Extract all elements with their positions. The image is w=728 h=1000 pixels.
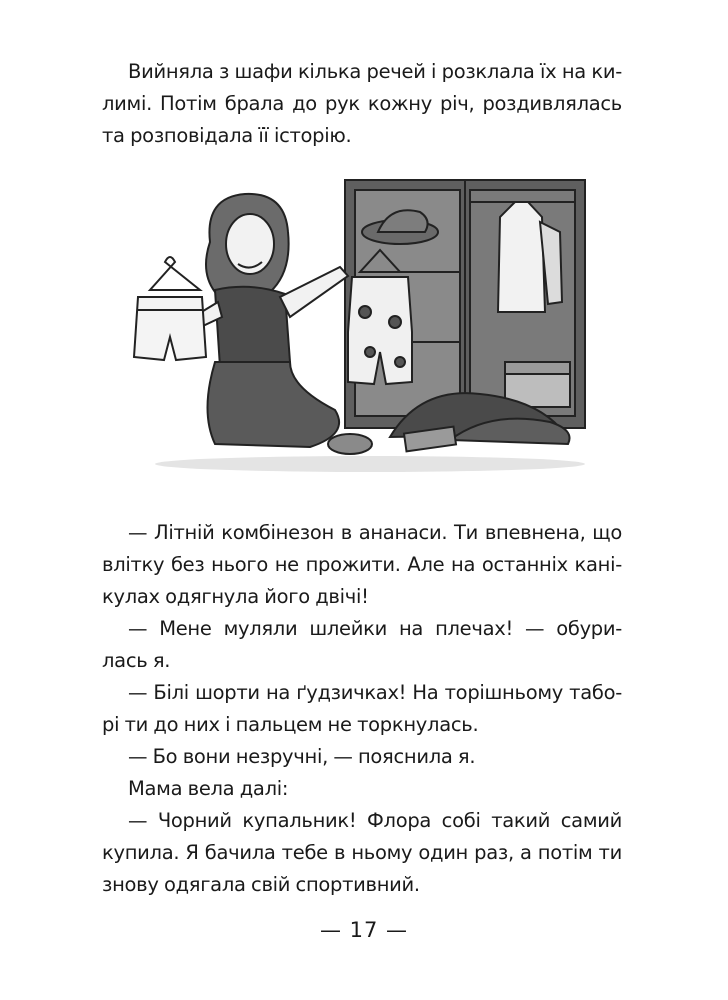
text-line: — Чорний купальник! Флора собі такий самий [128, 809, 622, 832]
text-line: купила. Я бачила тебе в ньому один раз, а потім ти [102, 841, 622, 864]
text-line: лимі. Потім брала до рук кожну річ, роздивлялась [102, 92, 622, 115]
dialogue-paragraphs [102, 517, 622, 901]
text-line: — Літній комбінезон в ананаси. Ти впевнена, що [128, 521, 622, 544]
text-line: лась я. [102, 649, 171, 672]
girl-with-wardrobe-illustration [120, 172, 600, 484]
white-shorts [134, 257, 206, 360]
text-line: — Білі шорти на ґудзичках! На торішньому табо- [128, 681, 622, 704]
text-line: кулах одягнула його двічі! [102, 585, 369, 608]
text-line: знову одягала свій спортивний. [102, 873, 420, 896]
text-line: рі ти до них і пальцем не торкнулась. [102, 713, 479, 736]
text-line: влітку без нього не прожити. Але на останніх кані- [102, 553, 622, 576]
text-line: — Бо вони незручні, — пояснила я. [128, 745, 476, 768]
intro-paragraph [102, 56, 622, 152]
text-line: Вийняла з шафи кілька речей і розклала їх на ки- [128, 60, 622, 83]
text-line: — Мене муляли шлейки на плечах! — обури- [128, 617, 622, 640]
page-number: — 17 — [319, 918, 409, 942]
text-line: та розповідала її історію. [102, 124, 352, 147]
girl [185, 194, 372, 454]
text-line: Мама вела далі: [128, 777, 289, 800]
